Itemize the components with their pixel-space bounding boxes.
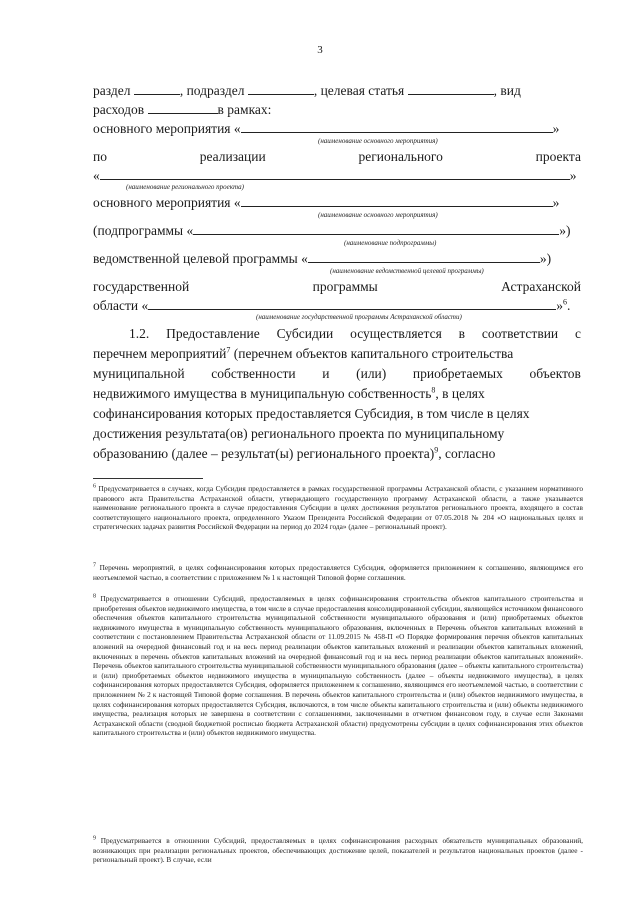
caption-osnovnoe-meropriyatie: (наименование основного мероприятия) bbox=[318, 137, 438, 145]
footnote-8 bbox=[93, 594, 583, 738]
word-realizacii: реализации bbox=[199, 149, 266, 164]
quote-close: ») bbox=[559, 223, 571, 238]
para-word: Субсидии bbox=[276, 326, 334, 341]
label-osnovnogo-meropriyatiya: основного мероприятия « bbox=[93, 121, 241, 136]
form-line-osnovnoe-meropriyatie bbox=[93, 120, 581, 137]
blank-osnovnoe-meropriyatie-2 bbox=[241, 194, 553, 207]
form-line-osnovnoe-meropriyatie-2 bbox=[93, 194, 581, 211]
para-word: муниципальной bbox=[93, 366, 185, 381]
form-line-regionalnyy-proekt bbox=[93, 167, 581, 184]
para-line-6: достижения результата(ов) регионального проекта по муниципальному bbox=[93, 426, 505, 441]
footnote-ref-6[interactable]: 6 bbox=[563, 297, 568, 307]
label-v-ramkakh: в рамках: bbox=[217, 102, 272, 117]
caption-osnovnoe-meropriyatie-2: (наименование основного мероприятия) bbox=[318, 211, 438, 219]
footnote-9 bbox=[93, 836, 583, 865]
blank-regionalnyy-proekt bbox=[100, 167, 570, 180]
footnote-separator bbox=[93, 478, 203, 479]
form-line-gosudarstvennaya-programma bbox=[93, 279, 581, 295]
footnote-ref-8[interactable]: 8 bbox=[431, 385, 436, 395]
para-word: осуществляется bbox=[350, 326, 442, 341]
label-raskhodov: расходов bbox=[93, 102, 145, 117]
word-po: по bbox=[93, 149, 107, 164]
footnote-number: 8 bbox=[93, 593, 96, 600]
para-word: объектов bbox=[529, 366, 581, 381]
footnote-text: Предусматривается в отношении Субсидий, предоставляемых в целях софинансирования строительства объектов капитального строительства и приобретения объектов недвижимого имущества, в том числе в случае предоставления консолидированной субсидии, являющейся источником финансового обеспечения объектов капитального строительства муниципальной собственности муниципального образования и (или) приобретаемых объектов недвижимого имущества в муниципальную собственность муниципального образования, включенных в Перечень объектов капитальных вложений в соответствии с постановлением Правительства Астраханской области от 11.09.2015 № 458-П «О Порядке формирования перечня объектов капитальных вложений на очередной финансовый год и на весь период реализации объектов капитальных вложений и реализации объектов капитальных вложений, включенных в перечень объектов капитальных вложений на очередной финансовый год и на весь период реализации объектов капитальных вложений». Перечень объектов капитального строительства муниципальной собственности муниципального образования (далее – объекты капитального строительства) и (или) приобретаемых объектов недвижимого имущества в муниципальную собственность (далее – объекты недвижимого имущества), в целях софинансирования которых предоставляется Субсидия, оформляется приложением к соглашению, являющимся его неотъемлемой частью, в соответствии с приложением № 2 к настоящей Типовой форме соглашения. В перечень объектов капитального строительства и (или) объектов недвижимого имущества, в целях софинансирования которых предоставляется Субсидия, включаются, в том числе объекты капитального строительства и (или) объекты недвижимого имущества, реализация которых не завершена в соответствии с соглашениями, заключенными в отчетном финансовом году, в случае если Законами Астраханской области (сводной бюджетной росписью бюджета Астраханской области) предусмотрены субсидии в целях софинансирования этих объектов капитального строительства и (или) объектов недвижимого имущества. bbox=[93, 594, 584, 738]
word-regionalnogo: регионального bbox=[358, 149, 443, 164]
para-word: приобретаемых bbox=[412, 366, 503, 381]
form-line-podprogramma bbox=[93, 222, 581, 239]
footnote-ref-7[interactable]: 7 bbox=[226, 345, 231, 355]
quote-close: » bbox=[556, 298, 564, 313]
blank-razdel bbox=[134, 82, 180, 95]
para-line-1 bbox=[129, 326, 581, 342]
label-podprogrammy: (подпрограммы « bbox=[93, 223, 194, 238]
form-line-oblasti: области « »$^6$. bbox=[93, 297, 571, 313]
blank-osnovnoe-meropriyatie bbox=[241, 120, 553, 133]
label-razdel: раздел bbox=[93, 83, 131, 98]
form-line-po-realizacii bbox=[93, 149, 581, 165]
para-number: 1.2. bbox=[129, 326, 150, 341]
caption-regionalnyy-proekt: (наименование регионального проекта) bbox=[126, 183, 244, 191]
para-word: (или) bbox=[356, 366, 387, 381]
form-line-budget-classification bbox=[93, 82, 581, 99]
label-celevaya-statya: , целевая статья bbox=[313, 83, 405, 98]
quote-close: » bbox=[552, 121, 560, 136]
footnote-text: Предусматривается в отношении Субсидий, предоставляемых в целях софинансирования расходных обязательств муниципальных образований, возникающих при реализации региональных проектов, обеспечивающих достижение целей, показателей и результатов национальных проектов (далее - региональный проект). В случае, если bbox=[93, 836, 584, 865]
footnote-text: Перечень мероприятий, в целях софинансирования которых предоставляется Субсидия, оформляется приложением к соглашению, являющимся его неотъемлемой частью, в соответствии с приложением № 1 к настоящей Типовой форме соглашения. bbox=[93, 563, 584, 582]
blank-celevaya-statya bbox=[408, 82, 494, 95]
quote-open: « bbox=[93, 168, 100, 183]
para-text: образованию (далее – результат(ы) регионального проекта) bbox=[93, 446, 435, 461]
para-line-4 bbox=[93, 386, 581, 402]
para-text: перечнем мероприятий bbox=[93, 346, 227, 361]
para-line-5: софинансирования которых предоставляется Субсидия, в том числе в целях bbox=[93, 406, 530, 421]
para-word: и bbox=[322, 366, 330, 381]
para-text: (перечнем объектов капитального строительства bbox=[233, 346, 514, 361]
para-word: собственности bbox=[211, 366, 296, 381]
blank-raskhodov bbox=[148, 101, 218, 114]
footnote-ref-9[interactable]: 9 bbox=[434, 445, 439, 455]
para-word: Предоставление bbox=[166, 326, 260, 341]
label-oblasti: области « bbox=[93, 298, 149, 313]
word-gosudarstvennoy: государственной bbox=[93, 279, 190, 294]
blank-gosudarstvennaya-programma bbox=[148, 297, 556, 310]
footnote-number: 7 bbox=[93, 562, 96, 569]
para-line-2 bbox=[93, 346, 581, 362]
label-vid: , вид bbox=[493, 83, 521, 98]
blank-podrazdel bbox=[248, 82, 314, 95]
word-astrakhanskoy: Астраханской bbox=[501, 279, 581, 294]
word-programmy: программы bbox=[312, 279, 378, 294]
footnote-text: Предусматривается в случаях, когда Субсидия предоставляется в рамках государственной программы Астраханской области, с указанием нормативного правового акта Правительства Астраханской области, утверждающего государственную программу Астраханской области, а также указывается наименование регионального проекта в случае предоставления Субсидии в целях достижения результатов регионального проекта, входящего в состав соответствующего национального проекта, определенного Указом Президента Российской Федерации от 07.05.2018 № 204 «О национальных целях и стратегических задачах развития Российской Федерации на период до 2024 года» (далее – региональный проект). bbox=[93, 484, 583, 532]
footnote-6 bbox=[93, 484, 583, 532]
form-line-raskhody bbox=[93, 101, 581, 118]
quote-close: » bbox=[569, 168, 577, 183]
form-line-vedomstvennaya-programma bbox=[93, 250, 581, 267]
blank-vedomstvennaya-programma bbox=[308, 250, 540, 263]
footnote-7 bbox=[93, 563, 583, 582]
para-text: недвижимого имущества в муниципальную собственность bbox=[93, 386, 432, 401]
para-line-3 bbox=[93, 366, 581, 382]
footnote-number: 6 bbox=[93, 483, 96, 490]
footnote-number: 9 bbox=[93, 835, 96, 842]
label-podrazdel: , подраздел bbox=[179, 83, 245, 98]
para-text: , в целях bbox=[435, 386, 485, 401]
para-word: в bbox=[458, 326, 466, 341]
para-word: с bbox=[574, 326, 581, 341]
label-vedomstvennoy-programmy: ведомственной целевой программы « bbox=[93, 251, 308, 266]
quote-close: ») bbox=[539, 251, 552, 266]
caption-gosudarstvennaya-programma: (наименование государственной программы Астраханской области) bbox=[256, 313, 462, 321]
caption-vedomstvennaya-programma: (наименование ведомственной целевой программы) bbox=[330, 267, 484, 275]
para-line-7 bbox=[93, 446, 581, 462]
word-proekta: проекта bbox=[535, 149, 581, 164]
page-number: 3 bbox=[317, 44, 323, 56]
blank-podprogramma bbox=[193, 222, 559, 235]
caption-podprogramma: (наименование подпрограммы) bbox=[344, 239, 437, 247]
quote-close: » bbox=[552, 195, 560, 210]
para-text: , согласно bbox=[438, 446, 496, 461]
para-word: соответствии bbox=[481, 326, 559, 341]
label-osnovnogo-meropriyatiya-2: основного мероприятия « bbox=[93, 195, 241, 210]
